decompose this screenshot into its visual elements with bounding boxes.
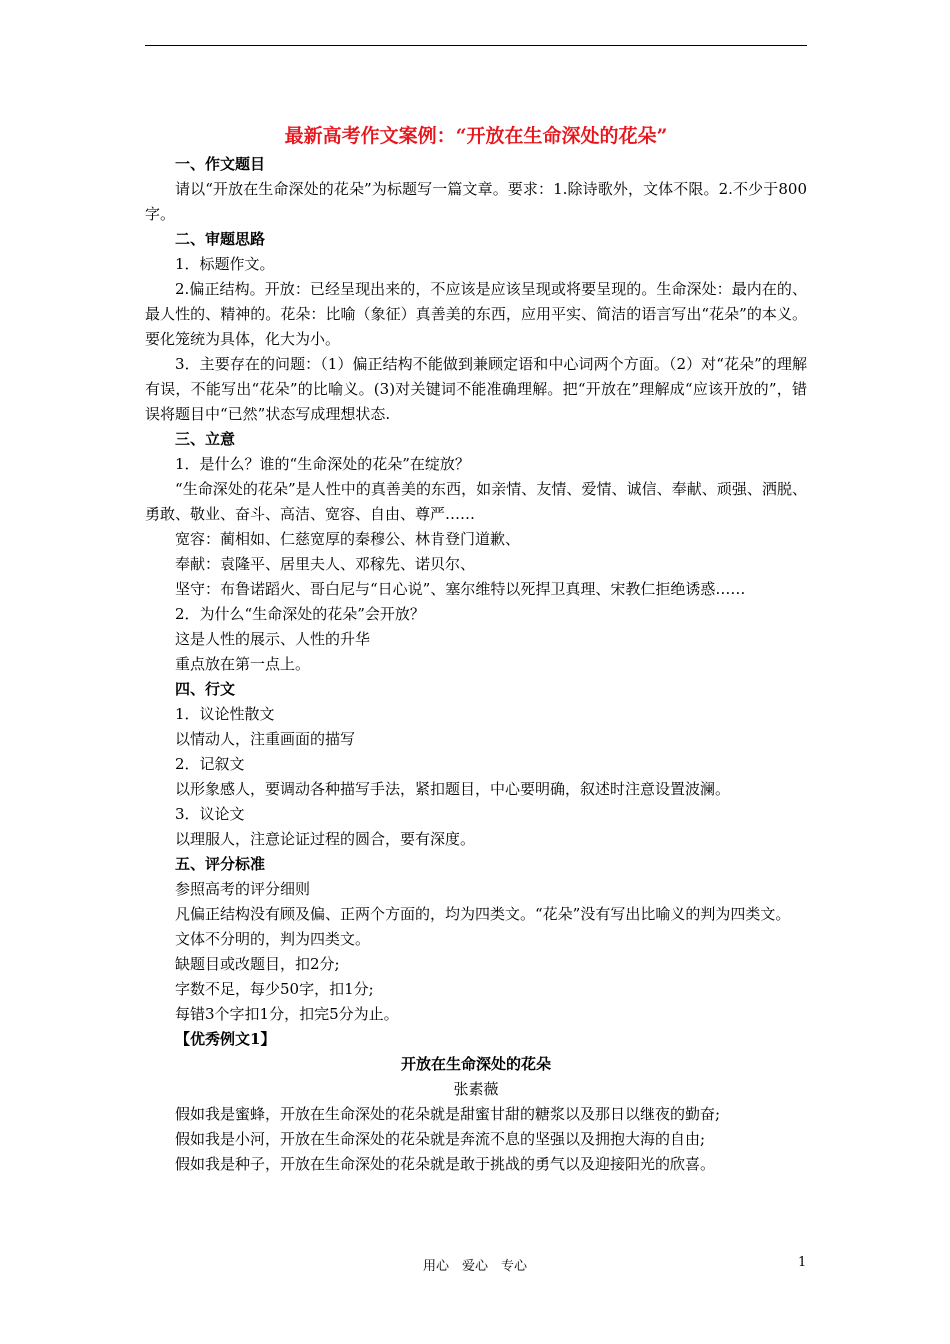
section-heading: 【优秀例文1】 <box>175 1030 276 1048</box>
paragraph: 1．标题作文。 <box>175 255 275 273</box>
document-content <box>145 152 807 1177</box>
essay-author: 张素薇 <box>453 1080 499 1098</box>
paragraph: 假如我是种子，开放在生命深处的花朵就是敢于挑战的勇气以及迎接阳光的欣喜。 <box>175 1155 716 1173</box>
paragraph: 2．为什么“生命深处的花朵”会开放？ <box>175 605 425 623</box>
paragraph: 请以“开放在生命深处的花朵”为标题写一篇文章。要求：1.除诗歌外，文体不限。2.不少于800字。 <box>145 180 807 223</box>
section-heading: 四、行文 <box>175 680 236 698</box>
paragraph: 文体不分明的，判为四类文。 <box>175 930 371 948</box>
paragraph: 这是人性的展示、人性的升华 <box>175 630 371 648</box>
paragraph: 3．主要存在的问题：（1）偏正结构不能做到兼顾定语和中心词两个方面。（2）对“花朵”的理解有误，不能写出“花朵”的比喻义。(3)对关键词不能准确理解。把“开放在”理解成“应该开放的”，错误将题目中“已然”状态写成理想状态. <box>145 355 807 423</box>
document-body <box>145 120 807 1177</box>
paragraph: 1．议论性散文 <box>175 705 275 723</box>
paragraph: 凡偏正结构没有顾及偏、正两个方面的，均为四类文。“花朵”没有写出比喻义的判为四类文。 <box>175 905 791 923</box>
paragraph: 以情动人，注重画面的描写 <box>175 730 356 748</box>
paragraph: 缺题目或改题目，扣2分; <box>175 955 340 973</box>
section-heading: 一、作文题目 <box>175 155 266 173</box>
paragraph: 坚守：布鲁诺蹈火、哥白尼与“日心说”、塞尔维特以死捍卫真理、宋教仁拒绝诱惑…… <box>175 580 746 598</box>
section-heading: 二、审题思路 <box>175 230 266 248</box>
paragraph: 2.偏正结构。开放：已经呈现出来的，不应该是应该呈现或将要呈现的。生命深处：最内在的、最人性的、精神的。花朵：比喻（象征）真善美的东西，应用平实、简洁的语言写出“花朵”的本义。要化笼统为具体，化大为小。 <box>145 280 807 348</box>
essay-title: 开放在生命深处的花朵 <box>400 1055 551 1073</box>
paragraph: 1．是什么？谁的“生命深处的花朵”在绽放？ <box>175 455 470 473</box>
paragraph: 字数不足，每少50字，扣1分; <box>175 980 374 998</box>
paragraph: 奉献：袁隆平、居里夫人、邓稼先、诺贝尔、 <box>175 555 476 573</box>
section-heading: 三、立意 <box>175 430 236 448</box>
footer-motto: 用心 爱心 专心 <box>422 1259 527 1274</box>
paragraph: 宽容：蔺相如、仁慈宽厚的秦穆公、林肯登门道歉、 <box>175 530 521 548</box>
document-title: 最新高考作文案例：“开放在生命深处的花朵” <box>284 125 668 147</box>
section-heading: 五、评分标准 <box>175 855 266 873</box>
header-rule <box>145 45 807 46</box>
paragraph: “生命深处的花朵”是人性中的真善美的东西，如亲情、友情、爱情、诚信、奉献、顽强、洒脱、勇敢、敬业、奋斗、高洁、宽容、自由、尊严…… <box>145 480 807 523</box>
paragraph: 假如我是蜜蜂，开放在生命深处的花朵就是甜蜜甘甜的糖浆以及那日以继夜的勤奋; <box>175 1105 721 1123</box>
paragraph: 重点放在第一点上。 <box>175 655 311 673</box>
paragraph: 每错3个字扣1分，扣完5分为止。 <box>175 1005 399 1023</box>
page-number: 1 <box>798 1255 807 1270</box>
paragraph: 以理服人，注意论证过程的圆合，要有深度。 <box>175 830 476 848</box>
paragraph: 参照高考的评分细则 <box>175 880 311 898</box>
paragraph: 假如我是小河，开放在生命深处的花朵就是奔流不息的坚强以及拥抱大海的自由; <box>175 1130 706 1148</box>
paragraph: 2．记叙文 <box>175 755 245 773</box>
paragraph: 3．议论文 <box>175 805 245 823</box>
paragraph: 以形象感人，要调动各种描写手法，紧扣题目，中心要明确，叙述时注意设置波澜。 <box>175 780 731 798</box>
